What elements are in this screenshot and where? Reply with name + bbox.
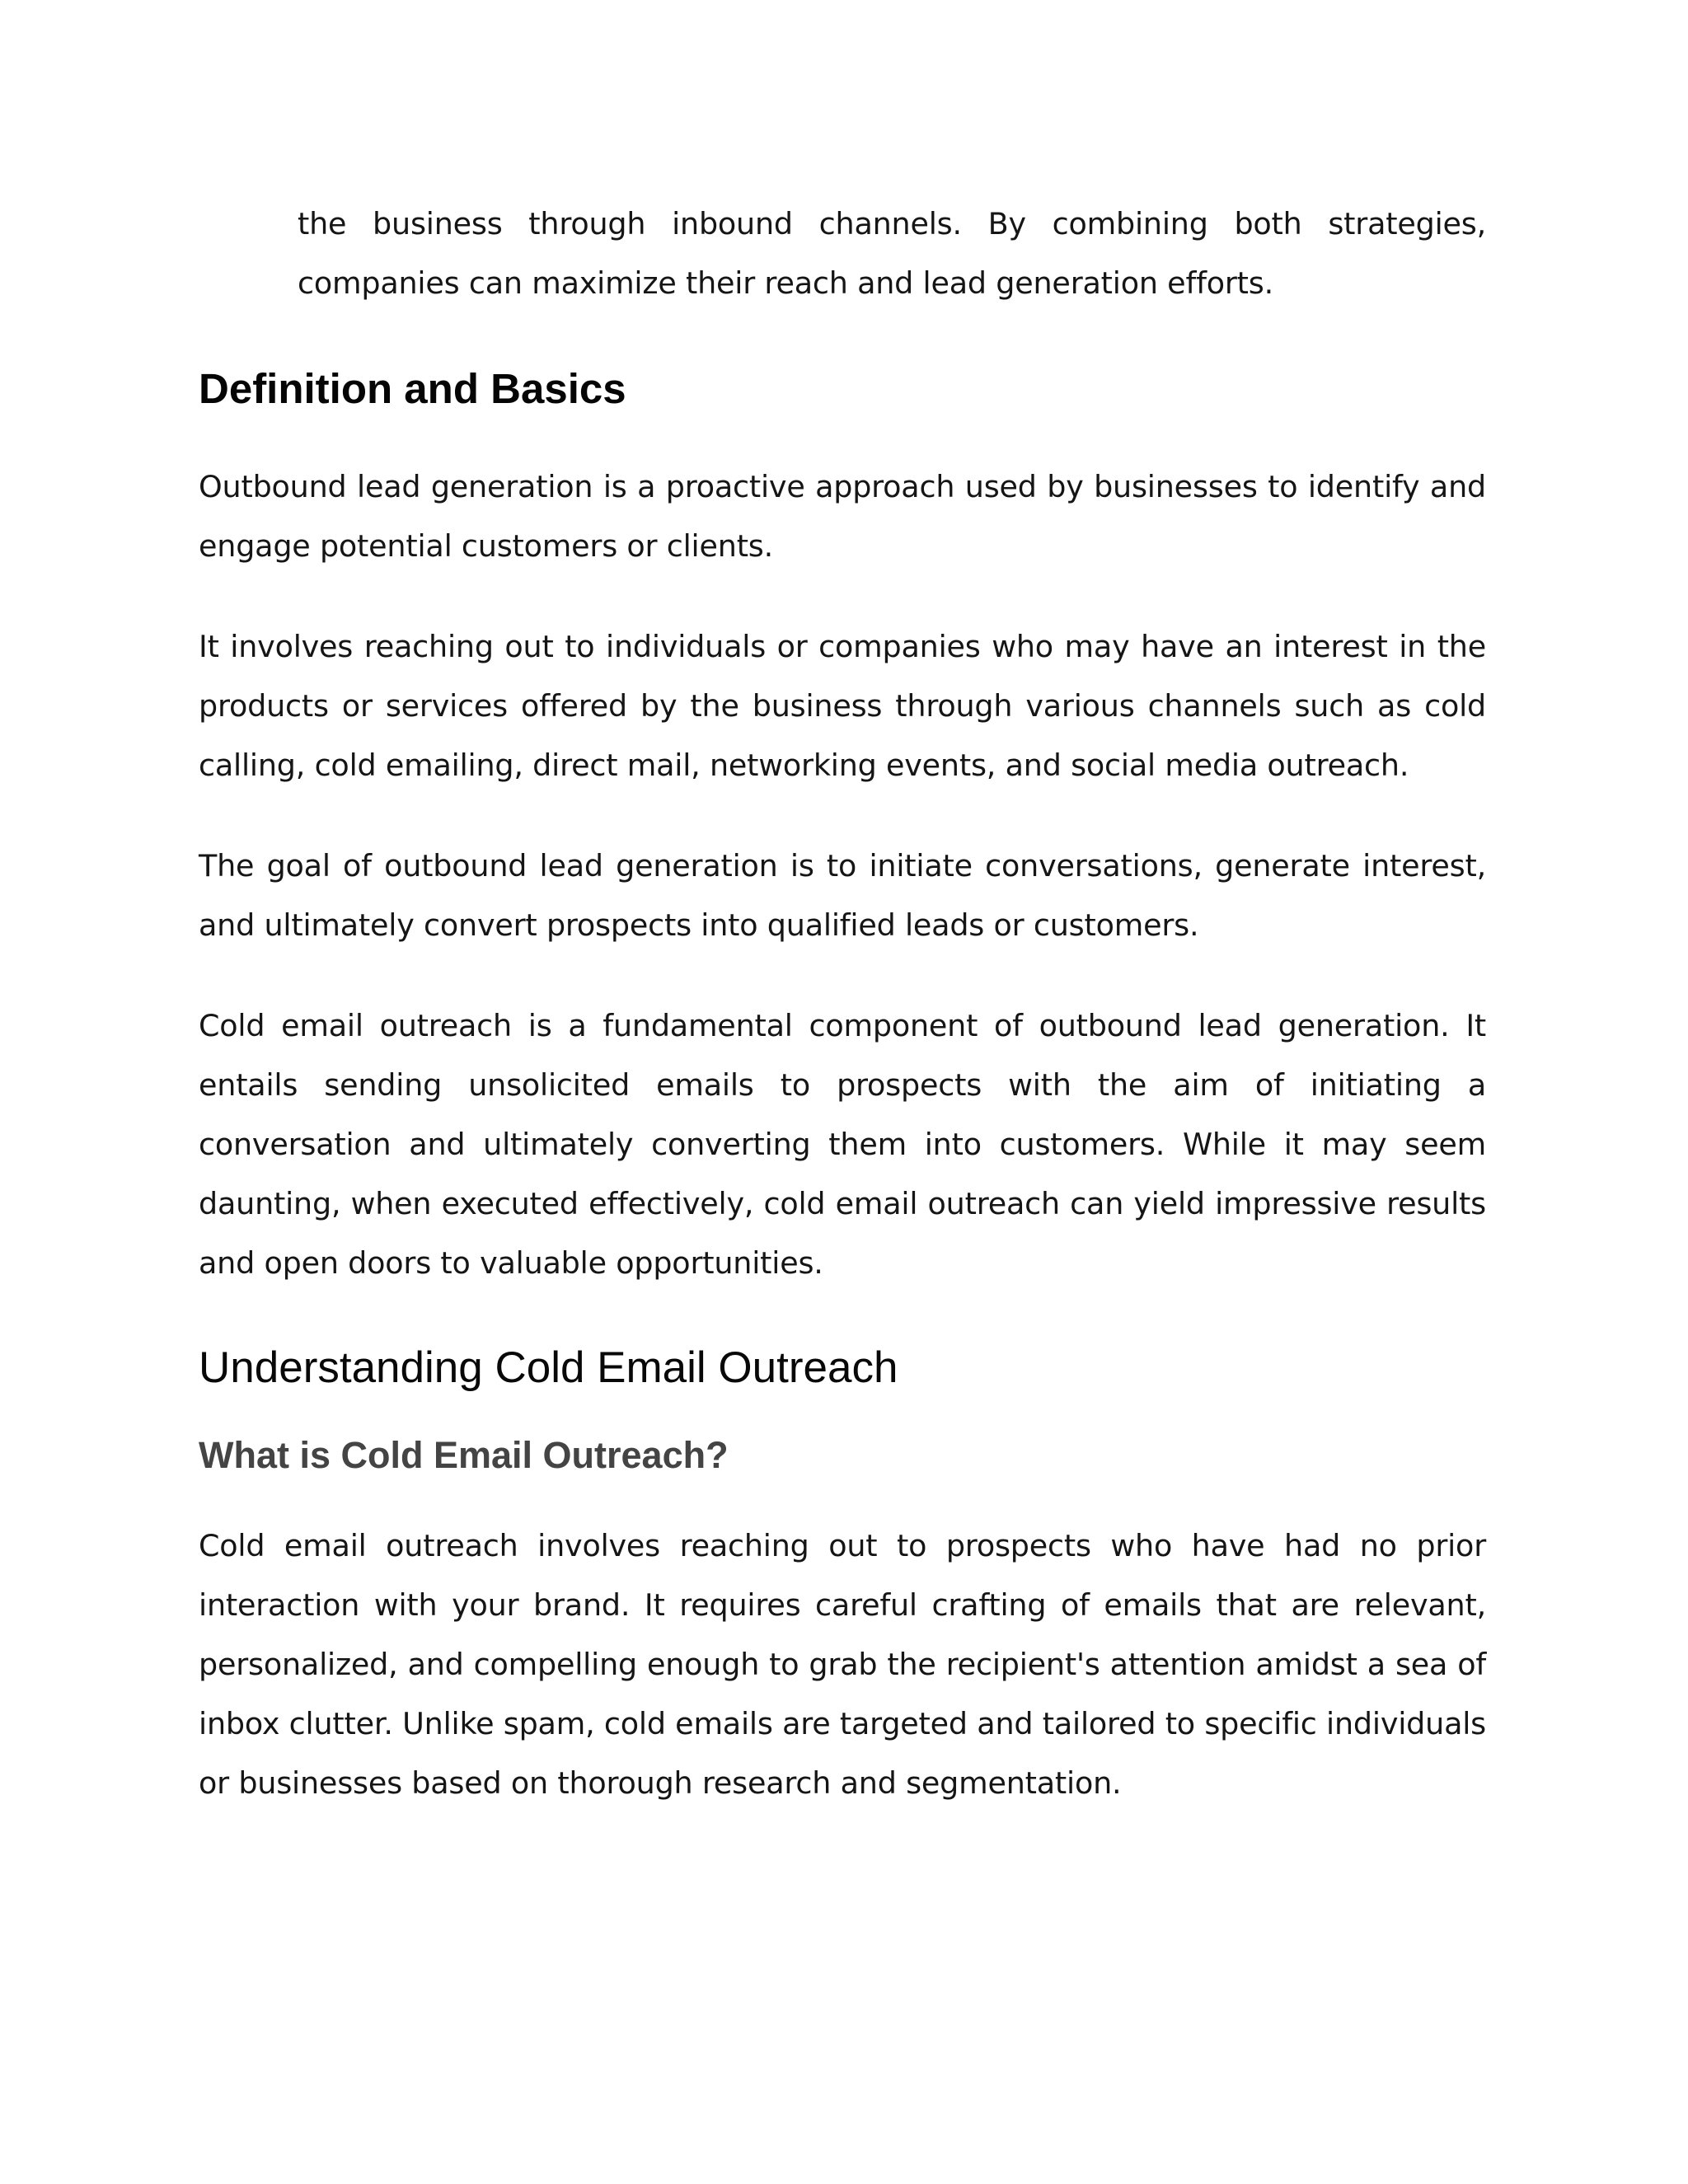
definition-paragraph-1: Outbound lead generation is a proactive approach used by businesses to identify and engage potential customers or clients. (199, 469, 1486, 564)
what-is-cold-email-heading: What is Cold Email Outreach? (199, 1434, 729, 1476)
definition-paragraph-3: The goal of outbound lead generation is to initiate conversations, generate interest, and ultimately convert prospects into qualified leads or customers. (199, 848, 1486, 943)
understanding-heading: Understanding Cold Email Outreach (199, 1343, 898, 1392)
what-is-cold-email-paragraph: Cold email outreach involves reaching out to prospects who have had no prior interaction with your brand. It requires careful crafting of emails that are relevant, personalized, and compelling enough to grab the recipient's attention amidst a sea of inbox clutter. Unlike spam, cold emails are targeted and tailored to specific individuals or businesses based on thorough research and segmentation. (199, 1528, 1487, 1801)
document-content (199, 194, 1486, 1813)
definition-paragraph-2: It involves reaching out to individuals or companies who may have an interest in the products or services offered by the business through various channels such as cold calling, cold emailing, direct mail, networking events, and social media outreach. (199, 629, 1486, 783)
intro-continuation-paragraph: the business through inbound channels. By combining both strategies, companies can maximize their reach and lead generation efforts. (298, 206, 1486, 301)
definition-heading: Definition and Basics (199, 365, 626, 412)
definition-paragraph-4: Cold email outreach is a fundamental component of outbound lead generation. It entails sending unsolicited emails to prospects with the aim of initiating a conversation and ultimately converting them into customers. While it may seem daunting, when executed effectively, cold email outreach can yield impressive results and open doors to valuable opportunities. (199, 1008, 1486, 1281)
